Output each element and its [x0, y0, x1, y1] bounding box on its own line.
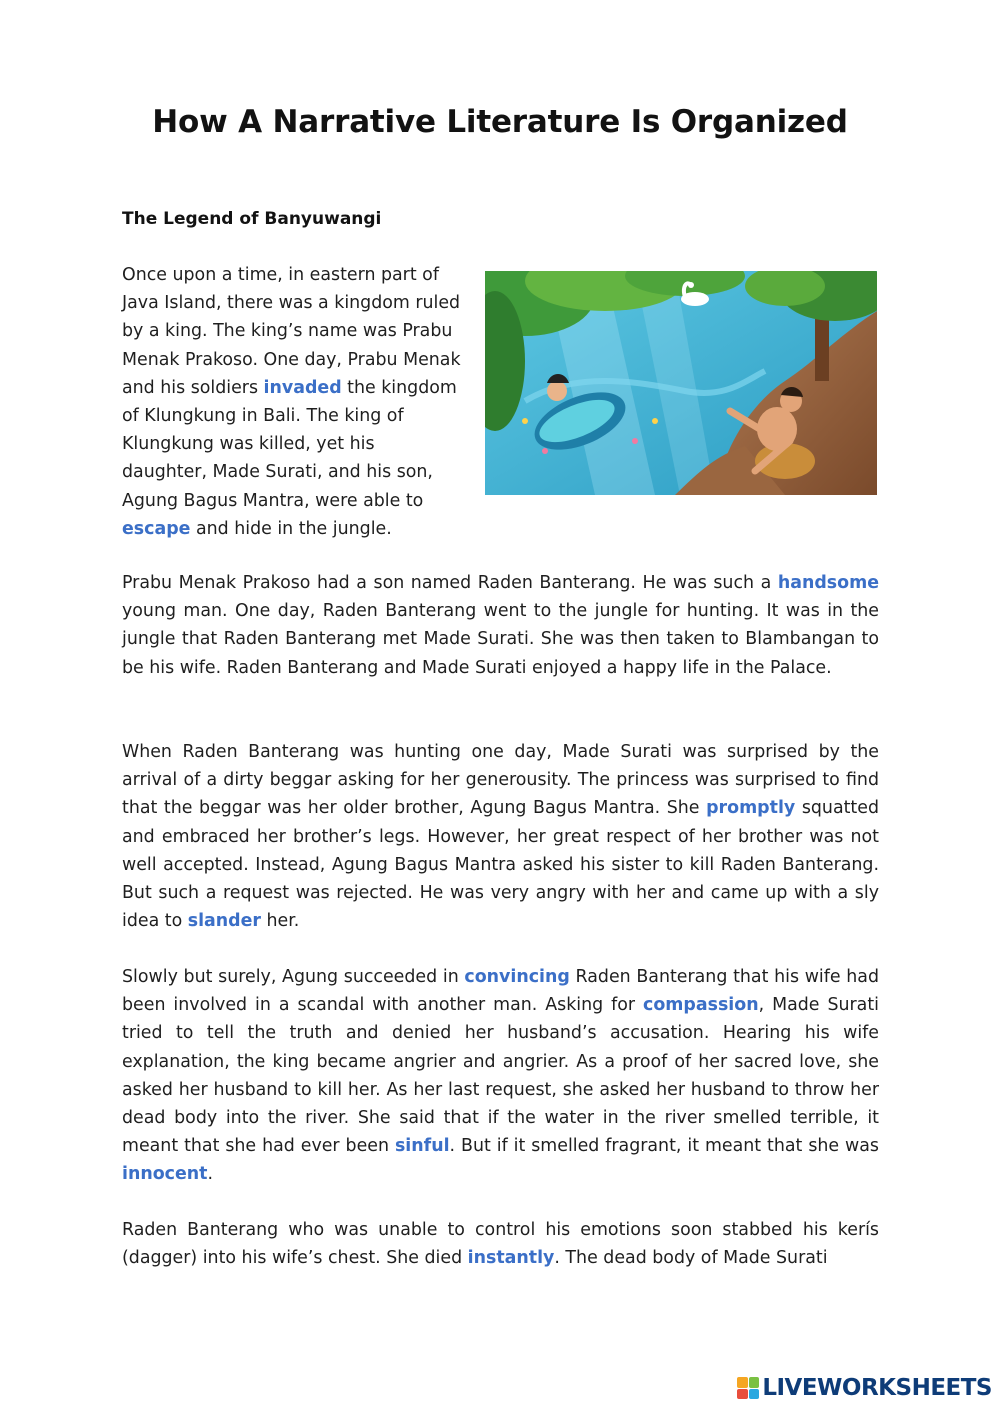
keyword-compassion: compassion [643, 995, 759, 1016]
keyword-handsome: handsome [777, 573, 879, 593]
liveworksheets-logo [737, 1375, 992, 1401]
page-title: How A Narrative Literature Is Organized [152, 104, 848, 140]
logo-text: LIVEWORKSHEETS [762, 1375, 992, 1401]
liveworksheets-icon [737, 1377, 759, 1399]
keyword-instantly: instantly [467, 1248, 555, 1269]
keyword-innocent: innocent [122, 1164, 208, 1185]
story-illustration [485, 271, 877, 495]
keyword-convincing: convincing [464, 967, 570, 987]
keyword-invaded: invaded [263, 377, 342, 398]
paragraph-1: Once upon a time, in eastern part of Java Island, there was a kingdom ruled by a king. The king’s name was Prabu Menak Prakoso. One day, Prabu Menak and his soldiers invaded the kingdom of Klungkung in Bali. The king of Klungkung was killed, yet his daughter, Made Surati, and his son, Agung Bagus Mantra, were able to escape and hide in the jungle. [122, 261, 879, 543]
keyword-promptly: promptly [706, 798, 796, 819]
paragraph-2: Prabu Menak Prakoso had a son named Raden Banterang. He was such a handsome young man. One day, Raden Banterang went to the jungle for hunting. It was in the jungle that Raden Banterang met Made Surati. She was then taken to Blambangan to be his wife. Raden Banterang and Made Surati enjoyed a happy life in the Palace. [122, 573, 879, 678]
keyword-sinful: sinful [394, 1136, 450, 1157]
story-title: The Legend of Banyuwangi [122, 209, 382, 229]
keyword-slander: slander [187, 911, 261, 932]
keyword-escape: escape [122, 518, 191, 539]
paragraph-3: When Raden Banterang was hunting one day, Made Surati was surprised by the arrival of a dirty beggar asking for her generousity. The princess was surprised to find that the beggar was her older brother, Agung Bagus Mantra. She promptly squatted and embraced her brother’s legs. However, her great respect of her brother was not well accepted. Instead, Agung Bagus Mantra asked his sister to kill Raden Banterang. But such a request was rejected. He was very angry with her and came up with a sly idea to slander her. [122, 742, 879, 932]
paragraph-5: Raden Banterang who was unable to control his emotions soon stabbed his kerís (dagger) into his wife’s chest. She died instantly. The dead body of Made Surati [122, 1220, 879, 1269]
paragraph-4: Slowly but surely, Agung succeeded in convincing Raden Banterang that his wife had been involved in a scandal with another man. Asking for compassion, Made Surati tried to tell the truth and denied her husband’s accusation. Hearing his wife explanation, the king became angrier and angrier. As a proof of her sacred love, she asked her husband to kill her. As her last request, she asked her husband to throw her dead body into the river. She said that if the water in the river smelled terrible, it meant that she had ever been sinful. But if it smelled fragrant, it meant that she was innocent. [122, 967, 880, 1185]
